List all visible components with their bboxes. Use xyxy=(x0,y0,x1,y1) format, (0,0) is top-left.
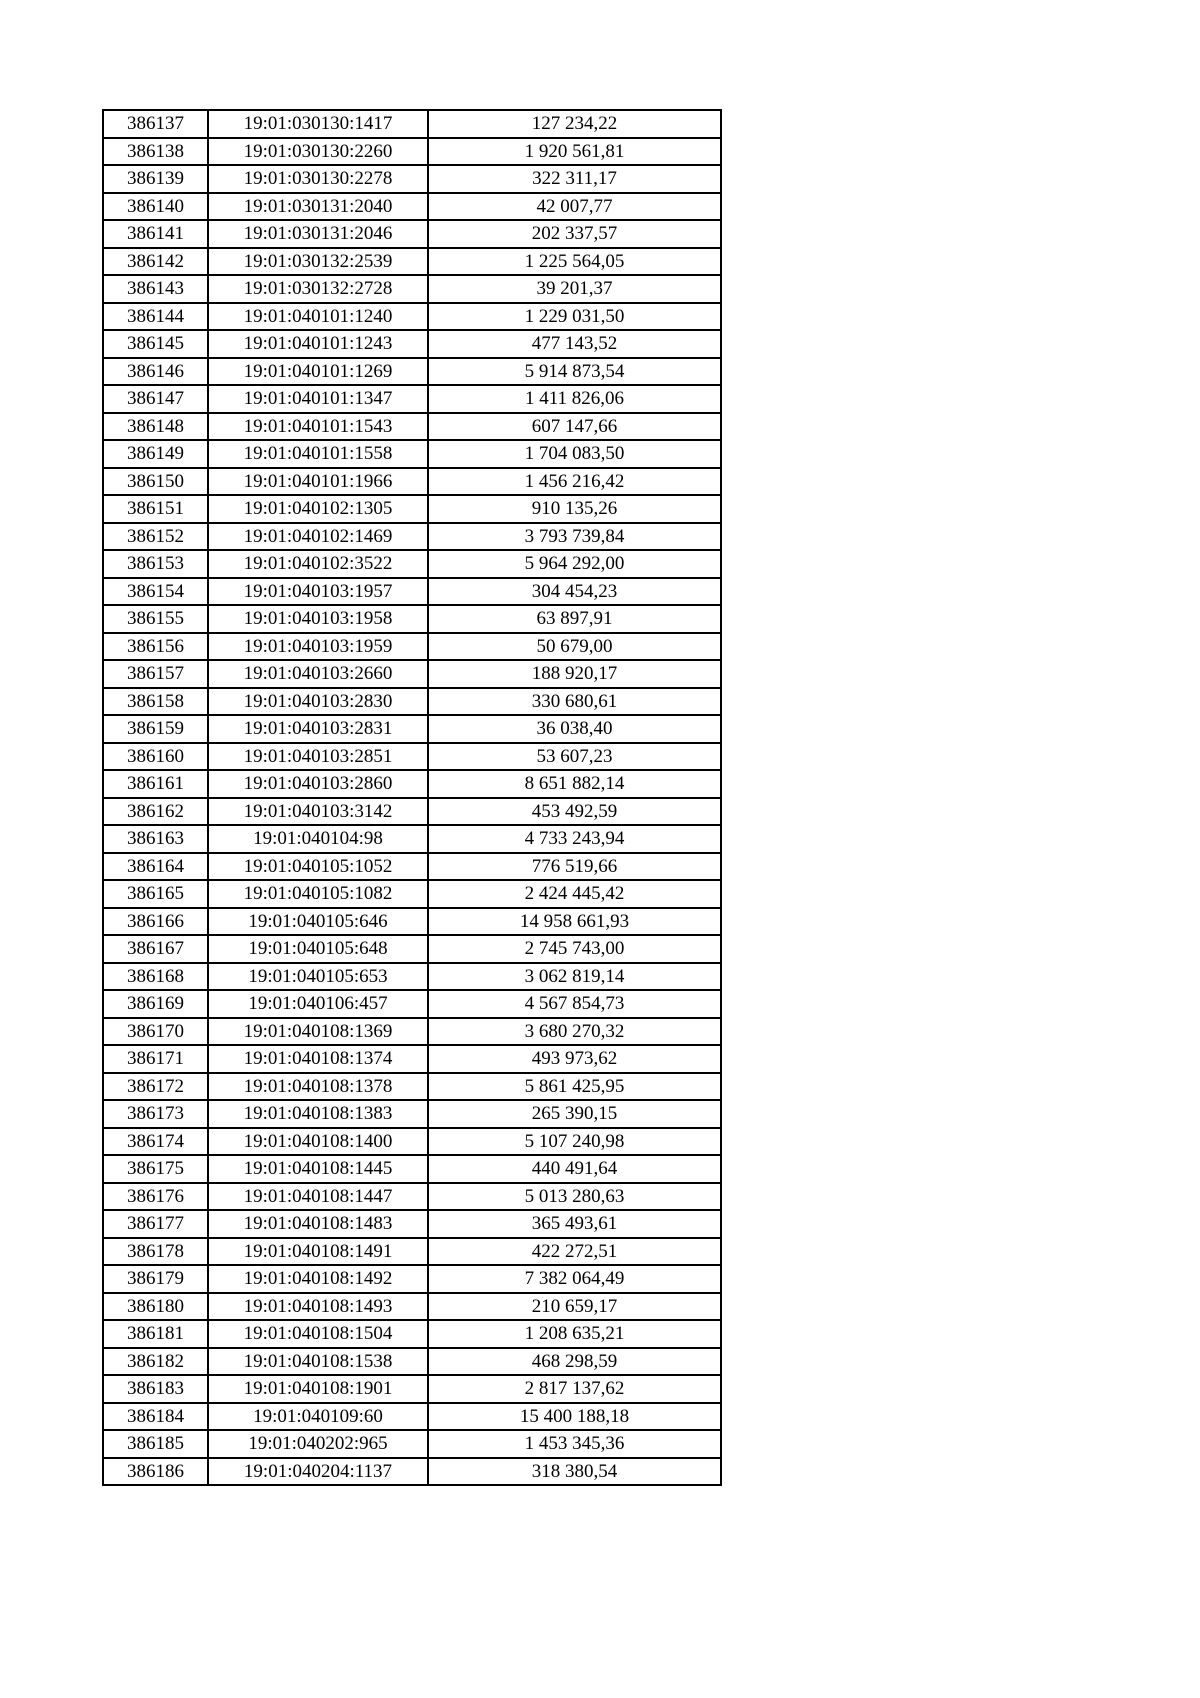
table-row xyxy=(103,1403,721,1431)
cadastral-value-cell: 210 659,17 xyxy=(428,1293,721,1321)
cadastral-number-cell: 19:01:040109:60 xyxy=(208,1403,428,1431)
table-row xyxy=(103,193,721,221)
cadastral-value-cell: 39 201,37 xyxy=(428,275,721,303)
table-row xyxy=(103,1210,721,1238)
table-row xyxy=(103,688,721,716)
table-row xyxy=(103,1128,721,1156)
row-number-cell: 386178 xyxy=(103,1238,208,1266)
cadastral-number-cell: 19:01:040103:2830 xyxy=(208,688,428,716)
table-row xyxy=(103,495,721,523)
cadastral-value-cell: 2 745 743,00 xyxy=(428,935,721,963)
row-number-cell: 386180 xyxy=(103,1293,208,1321)
cadastral-number-cell: 19:01:040101:1347 xyxy=(208,385,428,413)
table-row xyxy=(103,935,721,963)
table-row xyxy=(103,880,721,908)
row-number-cell: 386137 xyxy=(103,110,208,138)
table-row xyxy=(103,715,721,743)
row-number-cell: 386156 xyxy=(103,633,208,661)
cadastral-value-cell: 468 298,59 xyxy=(428,1348,721,1376)
table-row xyxy=(103,248,721,276)
table-row xyxy=(103,908,721,936)
table-row xyxy=(103,165,721,193)
cadastral-value-cell: 5 013 280,63 xyxy=(428,1183,721,1211)
cadastral-value-cell: 1 920 561,81 xyxy=(428,138,721,166)
cadastral-number-cell: 19:01:040204:1137 xyxy=(208,1458,428,1486)
cadastral-value-cell: 365 493,61 xyxy=(428,1210,721,1238)
table-row xyxy=(103,1265,721,1293)
cadastral-value-cell: 42 007,77 xyxy=(428,193,721,221)
cadastral-number-cell: 19:01:040102:3522 xyxy=(208,550,428,578)
cadastral-number-cell: 19:01:040105:648 xyxy=(208,935,428,963)
cadastral-number-cell: 19:01:040101:1558 xyxy=(208,440,428,468)
cadastral-value-cell: 4 733 243,94 xyxy=(428,825,721,853)
cadastral-number-cell: 19:01:040101:1243 xyxy=(208,330,428,358)
row-number-cell: 386167 xyxy=(103,935,208,963)
cadastral-value-cell: 5 861 425,95 xyxy=(428,1073,721,1101)
row-number-cell: 386143 xyxy=(103,275,208,303)
table-row xyxy=(103,413,721,441)
table-body xyxy=(103,110,721,1485)
table-row xyxy=(103,468,721,496)
cadastral-value-cell: 202 337,57 xyxy=(428,220,721,248)
row-number-cell: 386157 xyxy=(103,660,208,688)
cadastral-value-cell: 15 400 188,18 xyxy=(428,1403,721,1431)
row-number-cell: 386175 xyxy=(103,1155,208,1183)
cadastral-value-cell: 607 147,66 xyxy=(428,413,721,441)
cadastral-value-cell: 3 680 270,32 xyxy=(428,1018,721,1046)
row-number-cell: 386177 xyxy=(103,1210,208,1238)
cadastral-number-cell: 19:01:040101:1543 xyxy=(208,413,428,441)
table-row xyxy=(103,1348,721,1376)
cadastral-value-cell: 7 382 064,49 xyxy=(428,1265,721,1293)
row-number-cell: 386147 xyxy=(103,385,208,413)
cadastral-number-cell: 19:01:040101:1966 xyxy=(208,468,428,496)
table-row xyxy=(103,660,721,688)
row-number-cell: 386145 xyxy=(103,330,208,358)
table-row xyxy=(103,330,721,358)
cadastral-number-cell: 19:01:040101:1269 xyxy=(208,358,428,386)
table-row xyxy=(103,523,721,551)
cadastral-value-cell: 4 567 854,73 xyxy=(428,990,721,1018)
row-number-cell: 386168 xyxy=(103,963,208,991)
row-number-cell: 386153 xyxy=(103,550,208,578)
cadastral-value-cell: 1 208 635,21 xyxy=(428,1320,721,1348)
cadastral-number-cell: 19:01:040105:653 xyxy=(208,963,428,991)
cadastral-number-cell: 19:01:040108:1538 xyxy=(208,1348,428,1376)
cadastral-value-cell: 453 492,59 xyxy=(428,798,721,826)
table-row xyxy=(103,770,721,798)
cadastral-number-cell: 19:01:040108:1445 xyxy=(208,1155,428,1183)
row-number-cell: 386169 xyxy=(103,990,208,1018)
cadastral-number-cell: 19:01:040103:3142 xyxy=(208,798,428,826)
row-number-cell: 386163 xyxy=(103,825,208,853)
table-row xyxy=(103,605,721,633)
table-row xyxy=(103,1155,721,1183)
cadastral-number-cell: 19:01:040108:1374 xyxy=(208,1045,428,1073)
cadastral-value-cell: 50 679,00 xyxy=(428,633,721,661)
cadastral-value-cell: 3 062 819,14 xyxy=(428,963,721,991)
row-number-cell: 386146 xyxy=(103,358,208,386)
cadastral-value-cell: 63 897,91 xyxy=(428,605,721,633)
cadastral-value-cell: 265 390,15 xyxy=(428,1100,721,1128)
table-row xyxy=(103,1045,721,1073)
cadastral-number-cell: 19:01:040202:965 xyxy=(208,1430,428,1458)
cadastral-number-cell: 19:01:040104:98 xyxy=(208,825,428,853)
cadastral-value-cell: 318 380,54 xyxy=(428,1458,721,1486)
row-number-cell: 386186 xyxy=(103,1458,208,1486)
table-row xyxy=(103,110,721,138)
cadastral-number-cell: 19:01:040108:1383 xyxy=(208,1100,428,1128)
cadastral-value-cell: 53 607,23 xyxy=(428,743,721,771)
cadastral-number-cell: 19:01:030131:2040 xyxy=(208,193,428,221)
row-number-cell: 386152 xyxy=(103,523,208,551)
table-row xyxy=(103,303,721,331)
cadastral-number-cell: 19:01:040101:1240 xyxy=(208,303,428,331)
row-number-cell: 386183 xyxy=(103,1375,208,1403)
row-number-cell: 386164 xyxy=(103,853,208,881)
cadastral-number-cell: 19:01:040103:1958 xyxy=(208,605,428,633)
cadastral-value-cell: 5 107 240,98 xyxy=(428,1128,721,1156)
cadastral-value-cell: 493 973,62 xyxy=(428,1045,721,1073)
row-number-cell: 386142 xyxy=(103,248,208,276)
table-row xyxy=(103,358,721,386)
row-number-cell: 386158 xyxy=(103,688,208,716)
table-row xyxy=(103,798,721,826)
row-number-cell: 386172 xyxy=(103,1073,208,1101)
table-row xyxy=(103,440,721,468)
table-row xyxy=(103,1430,721,1458)
table-row xyxy=(103,1183,721,1211)
table-row xyxy=(103,990,721,1018)
cadastral-value-cell: 422 272,51 xyxy=(428,1238,721,1266)
cadastral-value-cell: 1 229 031,50 xyxy=(428,303,721,331)
cadastral-number-cell: 19:01:040108:1504 xyxy=(208,1320,428,1348)
cadastral-number-cell: 19:01:040108:1378 xyxy=(208,1073,428,1101)
cadastral-value-cell: 477 143,52 xyxy=(428,330,721,358)
row-number-cell: 386181 xyxy=(103,1320,208,1348)
table-row xyxy=(103,1018,721,1046)
cadastral-value-cell: 188 920,17 xyxy=(428,660,721,688)
row-number-cell: 386159 xyxy=(103,715,208,743)
cadastral-value-cell: 440 491,64 xyxy=(428,1155,721,1183)
row-number-cell: 386139 xyxy=(103,165,208,193)
row-number-cell: 386140 xyxy=(103,193,208,221)
table-row xyxy=(103,578,721,606)
table-row xyxy=(103,633,721,661)
cadastral-value-cell: 8 651 882,14 xyxy=(428,770,721,798)
cadastral-value-cell: 304 454,23 xyxy=(428,578,721,606)
cadastral-value-cell: 14 958 661,93 xyxy=(428,908,721,936)
cadastral-number-cell: 19:01:030132:2539 xyxy=(208,248,428,276)
cadastral-number-cell: 19:01:040108:1493 xyxy=(208,1293,428,1321)
row-number-cell: 386151 xyxy=(103,495,208,523)
table-row xyxy=(103,963,721,991)
row-number-cell: 386176 xyxy=(103,1183,208,1211)
cadastral-number-cell: 19:01:040103:2851 xyxy=(208,743,428,771)
row-number-cell: 386184 xyxy=(103,1403,208,1431)
row-number-cell: 386185 xyxy=(103,1430,208,1458)
table-row xyxy=(103,1320,721,1348)
cadastral-value-cell: 1 225 564,05 xyxy=(428,248,721,276)
table-row xyxy=(103,220,721,248)
table-row xyxy=(103,1293,721,1321)
cadastral-number-cell: 19:01:040103:2660 xyxy=(208,660,428,688)
cadastral-number-cell: 19:01:040103:2831 xyxy=(208,715,428,743)
row-number-cell: 386162 xyxy=(103,798,208,826)
table-row xyxy=(103,1375,721,1403)
cadastral-value-cell: 127 234,22 xyxy=(428,110,721,138)
cadastral-value-cell: 330 680,61 xyxy=(428,688,721,716)
row-number-cell: 386179 xyxy=(103,1265,208,1293)
row-number-cell: 386174 xyxy=(103,1128,208,1156)
row-number-cell: 386173 xyxy=(103,1100,208,1128)
cadastral-value-cell: 776 519,66 xyxy=(428,853,721,881)
cadastral-value-cell: 1 456 216,42 xyxy=(428,468,721,496)
row-number-cell: 386138 xyxy=(103,138,208,166)
cadastral-number-cell: 19:01:040108:1492 xyxy=(208,1265,428,1293)
cadastral-number-cell: 19:01:040103:2860 xyxy=(208,770,428,798)
cadastral-value-table xyxy=(102,109,722,1486)
row-number-cell: 386155 xyxy=(103,605,208,633)
cadastral-number-cell: 19:01:040108:1447 xyxy=(208,1183,428,1211)
row-number-cell: 386154 xyxy=(103,578,208,606)
cadastral-number-cell: 19:01:030132:2728 xyxy=(208,275,428,303)
row-number-cell: 386141 xyxy=(103,220,208,248)
cadastral-value-cell: 36 038,40 xyxy=(428,715,721,743)
row-number-cell: 386165 xyxy=(103,880,208,908)
row-number-cell: 386144 xyxy=(103,303,208,331)
cadastral-number-cell: 19:01:040103:1957 xyxy=(208,578,428,606)
cadastral-value-cell: 5 964 292,00 xyxy=(428,550,721,578)
cadastral-number-cell: 19:01:040102:1469 xyxy=(208,523,428,551)
table-row xyxy=(103,1458,721,1486)
table-row xyxy=(103,1238,721,1266)
table-row xyxy=(103,743,721,771)
cadastral-number-cell: 19:01:040108:1901 xyxy=(208,1375,428,1403)
cadastral-number-cell: 19:01:030130:2260 xyxy=(208,138,428,166)
table-row xyxy=(103,1100,721,1128)
cadastral-number-cell: 19:01:040103:1959 xyxy=(208,633,428,661)
cadastral-value-cell: 910 135,26 xyxy=(428,495,721,523)
row-number-cell: 386150 xyxy=(103,468,208,496)
cadastral-value-cell: 2 817 137,62 xyxy=(428,1375,721,1403)
cadastral-number-cell: 19:01:040108:1491 xyxy=(208,1238,428,1266)
cadastral-value-cell: 322 311,17 xyxy=(428,165,721,193)
cadastral-value-cell: 1 704 083,50 xyxy=(428,440,721,468)
table-row xyxy=(103,275,721,303)
table-row xyxy=(103,853,721,881)
row-number-cell: 386160 xyxy=(103,743,208,771)
cadastral-number-cell: 19:01:030130:1417 xyxy=(208,110,428,138)
cadastral-number-cell: 19:01:030131:2046 xyxy=(208,220,428,248)
cadastral-number-cell: 19:01:040108:1400 xyxy=(208,1128,428,1156)
cadastral-value-cell: 1 453 345,36 xyxy=(428,1430,721,1458)
row-number-cell: 386148 xyxy=(103,413,208,441)
row-number-cell: 386170 xyxy=(103,1018,208,1046)
row-number-cell: 386161 xyxy=(103,770,208,798)
cadastral-number-cell: 19:01:040105:1052 xyxy=(208,853,428,881)
row-number-cell: 386182 xyxy=(103,1348,208,1376)
table-row xyxy=(103,825,721,853)
table-row xyxy=(103,385,721,413)
row-number-cell: 386149 xyxy=(103,440,208,468)
table-row xyxy=(103,550,721,578)
cadastral-value-cell: 5 914 873,54 xyxy=(428,358,721,386)
cadastral-number-cell: 19:01:040105:1082 xyxy=(208,880,428,908)
cadastral-number-cell: 19:01:040108:1369 xyxy=(208,1018,428,1046)
cadastral-number-cell: 19:01:030130:2278 xyxy=(208,165,428,193)
cadastral-number-cell: 19:01:040106:457 xyxy=(208,990,428,1018)
cadastral-number-cell: 19:01:040102:1305 xyxy=(208,495,428,523)
cadastral-number-cell: 19:01:040108:1483 xyxy=(208,1210,428,1238)
table-row xyxy=(103,138,721,166)
row-number-cell: 386171 xyxy=(103,1045,208,1073)
cadastral-value-cell: 3 793 739,84 xyxy=(428,523,721,551)
cadastral-value-cell: 2 424 445,42 xyxy=(428,880,721,908)
table-row xyxy=(103,1073,721,1101)
cadastral-value-cell: 1 411 826,06 xyxy=(428,385,721,413)
row-number-cell: 386166 xyxy=(103,908,208,936)
cadastral-number-cell: 19:01:040105:646 xyxy=(208,908,428,936)
